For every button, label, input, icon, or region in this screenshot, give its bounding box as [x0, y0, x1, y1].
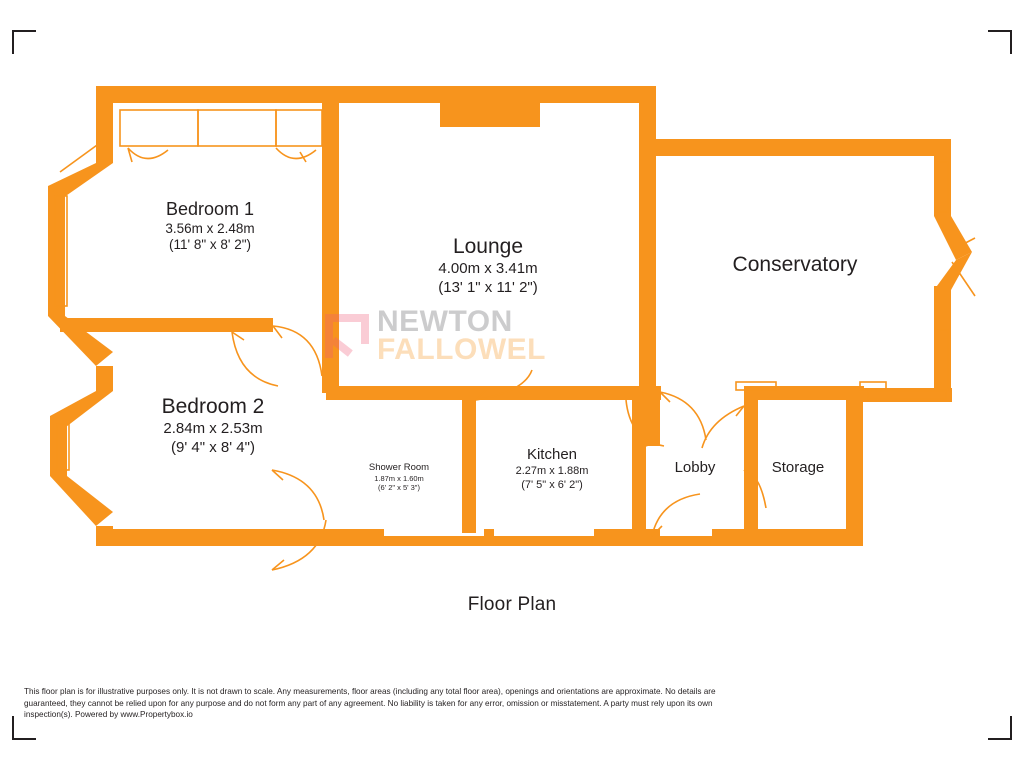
room-name-conservatory: Conservatory — [732, 253, 858, 276]
window-details — [52, 110, 975, 570]
room-dimensions-metric-shower-room: 1.87m x 1.60m — [374, 473, 424, 483]
room-dimensions-imperial-bedroom-1: (11' 8" x 8' 2") — [168, 237, 252, 253]
room-dimensions-metric-lounge: 4.00m x 3.41m — [438, 260, 538, 278]
crop-mark-bottom-right — [988, 716, 1012, 740]
room-dimensions-metric-bedroom-2: 2.84m x 2.53m — [163, 420, 263, 438]
room-dimensions-imperial-shower-room: (6' 2" x 5' 3") — [378, 483, 420, 493]
room-dimensions-imperial-bedroom-2: (9' 4" x 8' 4") — [171, 439, 255, 456]
room-dimensions-imperial-kitchen: (7' 5" x 6' 2") — [521, 478, 583, 491]
room-name-bedroom-2: Bedroom 2 — [161, 395, 265, 418]
room-name-lounge: Lounge — [452, 235, 524, 258]
room-dimensions-metric-bedroom-1: 3.56m x 2.48m — [165, 220, 255, 236]
watermark-line-1: NEWTON — [377, 305, 513, 339]
disclaimer-text: This floor plan is for illustrative purposes only. It is not drawn to scale. Any measurements, floor areas (including any total floor area), openings and orientations are approximate. No details are guaranteed, they cannot be relied upon for any purpose and do not form any part of any agreement. No liability is taken for any error, omission or misstatement. A party must rely upon its own inspection(s). Powered by www.Propertybox.io — [24, 687, 716, 720]
room-name-shower-room: Shower Room — [368, 462, 430, 473]
room-name-kitchen: Kitchen — [526, 446, 578, 463]
page-title: Floor Plan — [467, 594, 557, 615]
room-name-bedroom-1: Bedroom 1 — [165, 199, 255, 219]
room-dimensions-imperial-lounge: (13' 1" x 11' 2") — [438, 279, 538, 296]
room-name-storage: Storage — [771, 459, 825, 476]
room-name-lobby: Lobby — [674, 459, 716, 476]
wall-shapes — [48, 86, 972, 546]
watermark-line-2: FALLOWEL — [377, 333, 546, 366]
room-dimensions-metric-kitchen: 2.27m x 1.88m — [515, 464, 589, 477]
